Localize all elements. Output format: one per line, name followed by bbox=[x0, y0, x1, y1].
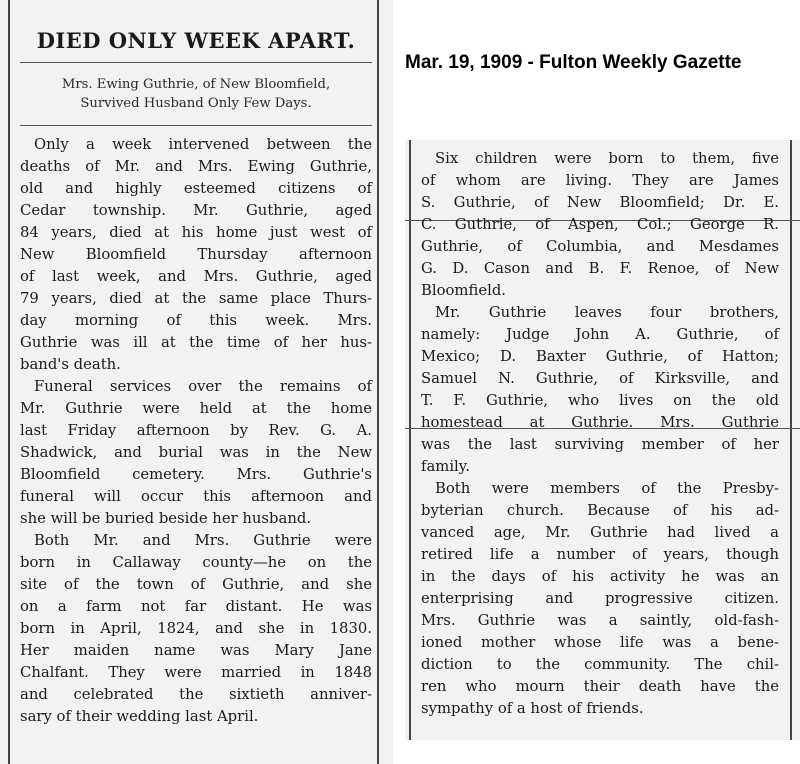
article-line: Mr. Guthrie were held at the home bbox=[20, 400, 372, 417]
article-line: sary of their wedding last April. bbox=[20, 708, 259, 725]
article-line: C. Guthrie, of Aspen, Col.; George R. bbox=[421, 216, 779, 233]
article-line: Bloomfield. bbox=[421, 282, 506, 299]
article-clipping-left bbox=[0, 0, 393, 764]
article-paragraph bbox=[421, 302, 779, 478]
article-line: Six children were born to them, five bbox=[435, 150, 779, 167]
article-line: Guthrie was ill at the time of her hus- bbox=[20, 334, 372, 351]
article-line: byterian church. Because of his ad- bbox=[421, 502, 779, 519]
article-line: 84 years, died at his home just west of bbox=[20, 224, 372, 241]
column-rule-right bbox=[377, 0, 379, 764]
article-line: Both Mr. and Mrs. Guthrie were bbox=[34, 532, 372, 549]
article-line: family. bbox=[421, 458, 470, 475]
article-line: deaths of Mr. and Mrs. Ewing Guthrie, bbox=[20, 158, 372, 175]
column-rule-right bbox=[790, 140, 792, 740]
article-line: enterprising and progressive citizen. bbox=[421, 590, 779, 607]
subheadline-line: Mrs. Ewing Guthrie, of New Bloomfield, bbox=[61, 77, 331, 92]
article-line: Mr. Guthrie leaves four brothers, bbox=[435, 304, 779, 321]
article-line: in the days of his activity he was an bbox=[421, 568, 779, 585]
article-line: Chalfant. They were married in 1848 bbox=[20, 664, 372, 681]
headline-divider bbox=[20, 62, 372, 63]
article-line: Only a week intervened between the bbox=[34, 136, 372, 153]
article-line: vanced age, Mr. Guthrie had lived a bbox=[421, 524, 779, 541]
subheadline bbox=[20, 75, 372, 113]
article-line: Her maiden name was Mary Jane bbox=[20, 642, 372, 659]
article-line: Cedar township. Mr. Guthrie, aged bbox=[20, 202, 372, 219]
article-line: was the last surviving member of her bbox=[421, 436, 779, 453]
article-line: ioned mother whose life was a bene- bbox=[421, 634, 779, 651]
subheadline-divider bbox=[20, 125, 372, 126]
article-line: Mrs. Guthrie was a saintly, old-fash- bbox=[421, 612, 779, 629]
article-line: Shadwick, and burial was in the New bbox=[20, 444, 372, 461]
article-line: site of the town of Guthrie, and she bbox=[20, 576, 372, 593]
article-line: New Bloomfield Thursday afternoon bbox=[20, 246, 372, 263]
article-line: Funeral services over the remains of bbox=[34, 378, 372, 395]
column-rule-left bbox=[8, 0, 10, 764]
article-clipping-right bbox=[405, 140, 800, 740]
article-line: Guthrie, of Columbia, and Mesdames bbox=[421, 238, 779, 255]
article-paragraph bbox=[20, 376, 372, 530]
article-paragraph bbox=[20, 134, 372, 376]
article-line: last Friday afternoon by Rev. G. A. bbox=[20, 422, 372, 439]
clipping-caption: Mar. 19, 1909 - Fulton Weekly Gazette bbox=[405, 52, 742, 73]
article-line: born in April, 1824, and she in 1830. bbox=[20, 620, 372, 637]
article-body-left bbox=[20, 134, 372, 728]
article-line: of whom are living. They are James bbox=[421, 172, 779, 189]
article-line: retired life a number of years, though bbox=[421, 546, 779, 563]
article-line: funeral will occur this afternoon and bbox=[20, 488, 372, 505]
article-line: ren who mourn their death have the bbox=[421, 678, 779, 695]
article-line: of last week, and Mrs. Guthrie, aged bbox=[20, 268, 372, 285]
article-line: T. F. Guthrie, who lives on the old bbox=[421, 392, 779, 409]
article-line: Both were members of the Presby- bbox=[435, 480, 779, 497]
article-line: diction to the community. The chil- bbox=[421, 656, 779, 673]
article-line: born in Callaway county—he on the bbox=[20, 554, 372, 571]
headline: DIED ONLY WEEK APART. bbox=[36, 28, 356, 53]
article-line: sympathy of a host of friends. bbox=[421, 700, 644, 717]
article-line: Samuel N. Guthrie, of Kirksville, and bbox=[421, 370, 779, 387]
article-line: Mexico; D. Baxter Guthrie, of Hatton; bbox=[421, 348, 779, 365]
article-line: day morning of this week. Mrs. bbox=[20, 312, 372, 329]
article-line: S. Guthrie, of New Bloomfield; Dr. E. bbox=[421, 194, 779, 211]
article-line: old and highly esteemed citizens of bbox=[20, 180, 372, 197]
column-rule-left bbox=[409, 140, 411, 740]
article-line: Bloomfield cemetery. Mrs. Guthrie's bbox=[20, 466, 372, 483]
article-paragraph bbox=[20, 530, 372, 728]
article-body-right bbox=[421, 148, 779, 720]
article-line: namely: Judge John A. Guthrie, of bbox=[421, 326, 779, 343]
article-line: 79 years, died at the same place Thurs- bbox=[20, 290, 372, 307]
article-line: G. D. Cason and B. F. Renoe, of New bbox=[421, 260, 779, 277]
article-line: band's death. bbox=[20, 356, 121, 373]
article-line: homestead at Guthrie. Mrs. Guthrie bbox=[421, 414, 779, 431]
article-paragraph bbox=[421, 148, 779, 302]
article-line: she will be buried beside her husband. bbox=[20, 510, 312, 527]
article-paragraph bbox=[421, 478, 779, 720]
subheadline-line: Survived Husband Only Few Days. bbox=[80, 96, 312, 111]
article-line: and celebrated the sixtieth anniver- bbox=[20, 686, 372, 703]
article-line: on a farm not far distant. He was bbox=[20, 598, 372, 615]
